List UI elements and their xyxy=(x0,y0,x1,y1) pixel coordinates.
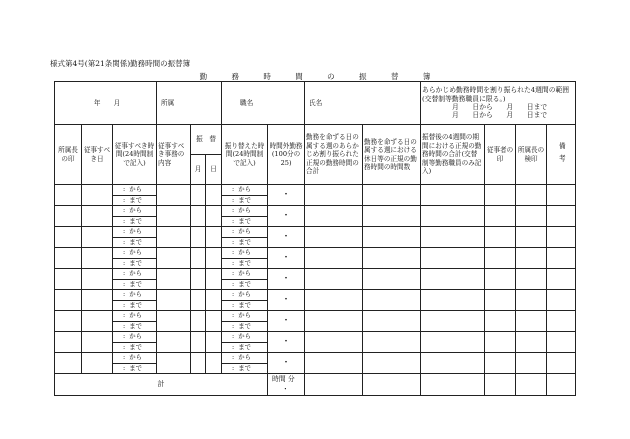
entry-work-time-from[interactable]: : から xyxy=(113,185,157,196)
entry-supervisor-seal[interactable] xyxy=(55,353,82,374)
entry-transfer-month[interactable] xyxy=(191,227,206,248)
entry-work-time-from[interactable]: : から xyxy=(113,206,157,217)
entry-supervisor-seal[interactable] xyxy=(55,206,82,227)
overtime-dot: ・ xyxy=(281,210,291,221)
entry-remarks[interactable] xyxy=(547,206,576,227)
entry-remarks[interactable] xyxy=(547,185,576,206)
entry-transfer-month[interactable] xyxy=(191,290,206,311)
total-cell-12[interactable] xyxy=(485,374,516,396)
overtime-dot: ・ xyxy=(281,273,291,284)
entry-weekly-scheduled-hours[interactable] xyxy=(305,269,363,290)
entry-supervisor-check[interactable] xyxy=(516,290,547,311)
four-week-range-label: あらかじめ勤務時間を割り振られた4週間の範囲(交替制等勤務職員に限る。) xyxy=(422,86,570,103)
entry-worker-seal[interactable] xyxy=(485,290,516,311)
overtime-dot: ・ xyxy=(281,357,291,368)
col-supervisor-seal: 所属長の印 xyxy=(55,125,82,185)
total-overtime-cell[interactable] xyxy=(268,374,305,396)
entry-transferred-time-from[interactable]: : から xyxy=(222,269,268,280)
entry-work-time-to[interactable]: : まで xyxy=(113,258,157,269)
entry-work-time-to[interactable]: : まで xyxy=(113,279,157,290)
entry-overtime[interactable] xyxy=(268,353,305,374)
entry-overtime[interactable] xyxy=(268,269,305,290)
entry-work-time-from[interactable]: : から xyxy=(113,248,157,259)
entry-transfer-day[interactable] xyxy=(206,332,222,353)
entry-worker-seal[interactable] xyxy=(485,206,516,227)
entry-transferred-time-from[interactable]: : から xyxy=(222,227,268,238)
entry-four-week-total[interactable] xyxy=(421,332,485,353)
entry-remarks[interactable] xyxy=(547,332,576,353)
entry-work-time-to[interactable]: : まで xyxy=(113,363,157,374)
col-work-time: 従事すべき時間(24時間制で記入) xyxy=(113,125,157,185)
entry-remarks[interactable] xyxy=(547,290,576,311)
entry-work-content[interactable] xyxy=(157,311,191,332)
entry-work-time-to[interactable]: : まで xyxy=(113,342,157,353)
col-transfer: 振 替 xyxy=(191,125,222,155)
entry-transferred-time-to[interactable]: : まで xyxy=(222,258,268,269)
range-line-2: 月 日から 月 日まで xyxy=(452,111,548,120)
entry-transferred-time-to[interactable]: : まで xyxy=(222,237,268,248)
entry-transfer-month[interactable] xyxy=(191,185,206,206)
entry-transfer-month[interactable] xyxy=(191,206,206,227)
entry-work-day[interactable] xyxy=(82,353,113,374)
entry-work-day[interactable] xyxy=(82,185,113,206)
affiliation-label: 所属 xyxy=(161,98,175,107)
entry-work-time-from[interactable]: : から xyxy=(113,290,157,301)
entry-weekly-scheduled-hours[interactable] xyxy=(305,290,363,311)
entry-work-content[interactable] xyxy=(157,248,191,269)
total-cell-10[interactable] xyxy=(363,374,421,396)
position-label: 職名 xyxy=(240,98,254,107)
entry-work-content[interactable] xyxy=(157,353,191,374)
entry-row xyxy=(55,269,576,280)
entry-transfer-day[interactable] xyxy=(206,311,222,332)
entry-transfer-month[interactable] xyxy=(191,248,206,269)
entry-row xyxy=(55,290,576,301)
entry-weekly-holiday-hours[interactable] xyxy=(363,332,421,353)
entry-four-week-total[interactable] xyxy=(421,206,485,227)
total-label: 計 xyxy=(55,374,268,396)
overtime-dot: ・ xyxy=(281,294,291,305)
entry-transferred-time-to[interactable]: : まで xyxy=(222,342,268,353)
col-supervisor-check: 所属長の検印 xyxy=(516,125,547,185)
entry-supervisor-check[interactable] xyxy=(516,227,547,248)
entry-transfer-day[interactable] xyxy=(206,269,222,290)
entry-weekly-holiday-hours[interactable] xyxy=(363,248,421,269)
entry-transferred-time-to[interactable]: : まで xyxy=(222,279,268,290)
entry-overtime[interactable] xyxy=(268,206,305,227)
entry-row xyxy=(55,227,576,238)
entry-overtime[interactable] xyxy=(268,332,305,353)
entry-overtime[interactable] xyxy=(268,227,305,248)
entry-overtime[interactable] xyxy=(268,185,305,206)
entry-supervisor-check[interactable] xyxy=(516,353,547,374)
entry-weekly-scheduled-hours[interactable] xyxy=(305,332,363,353)
entry-supervisor-seal[interactable] xyxy=(55,269,82,290)
entry-transfer-day[interactable] xyxy=(206,185,222,206)
name-cell[interactable] xyxy=(305,82,421,125)
entry-work-day[interactable] xyxy=(82,248,113,269)
col-transferred-time: 振り替えた時間(24時間制で記入) xyxy=(222,125,268,185)
entry-supervisor-check[interactable] xyxy=(516,185,547,206)
year-month-cell[interactable] xyxy=(55,82,157,125)
entry-work-day[interactable] xyxy=(82,269,113,290)
entry-remarks[interactable] xyxy=(547,269,576,290)
entry-transferred-time-from[interactable]: : から xyxy=(222,353,268,364)
entry-four-week-total[interactable] xyxy=(421,227,485,248)
overtime-dot: ・ xyxy=(281,252,291,263)
entry-supervisor-check[interactable] xyxy=(516,206,547,227)
entry-transferred-time-from[interactable]: : から xyxy=(222,311,268,322)
entry-worker-seal[interactable] xyxy=(485,248,516,269)
total-cell-9[interactable] xyxy=(305,374,363,396)
range-line-1: 月 日から 月 日まで xyxy=(452,103,548,111)
total-cell-11[interactable] xyxy=(421,374,485,396)
col-worker-seal: 従事者の印 xyxy=(485,125,516,185)
entry-transfer-month[interactable] xyxy=(191,311,206,332)
entry-row xyxy=(55,311,576,322)
remarks-label: 備考 xyxy=(557,141,566,168)
entry-work-day[interactable] xyxy=(82,290,113,311)
total-row xyxy=(55,374,576,396)
entry-transferred-time-from[interactable]: : から xyxy=(222,248,268,259)
entry-work-day[interactable] xyxy=(82,227,113,248)
entry-transferred-time-to[interactable]: : まで xyxy=(222,363,268,374)
entry-work-time-from[interactable]: : から xyxy=(113,311,157,322)
entry-work-content[interactable] xyxy=(157,290,191,311)
entry-transferred-time-from[interactable]: : から xyxy=(222,290,268,301)
entry-row xyxy=(55,206,576,217)
overtime-dot: ・ xyxy=(281,336,291,347)
overtime-transfer-table xyxy=(54,81,576,396)
form-code: 様式第4号(第21条関係)勤務時間の振替簿 xyxy=(50,59,191,68)
entry-transfer-month[interactable] xyxy=(191,353,206,374)
entry-four-week-total[interactable] xyxy=(421,353,485,374)
entry-transferred-time-to[interactable]: : まで xyxy=(222,321,268,332)
overtime-dot: ・ xyxy=(281,231,291,242)
column-header-row-1 xyxy=(55,125,576,155)
entry-supervisor-seal[interactable] xyxy=(55,248,82,269)
entry-row xyxy=(55,185,576,196)
entry-overtime[interactable] xyxy=(268,290,305,311)
entry-supervisor-seal[interactable] xyxy=(55,185,82,206)
entry-supervisor-seal[interactable] xyxy=(55,332,82,353)
entry-four-week-total[interactable] xyxy=(421,185,485,206)
col-transfer-day: 日 xyxy=(206,155,222,185)
entry-transfer-day[interactable] xyxy=(206,206,222,227)
entry-four-week-total[interactable] xyxy=(421,311,485,332)
col-overtime: 時間外勤務(100分の25) xyxy=(268,125,305,185)
entry-four-week-total[interactable] xyxy=(421,290,485,311)
col-weekly-holiday-hours: 勤務を命ずる日の属する週における休日等の正規の勤務時間の時間数 xyxy=(363,125,421,185)
entry-weekly-scheduled-hours[interactable] xyxy=(305,206,363,227)
total-hours-unit: 時間 xyxy=(272,374,286,383)
entry-remarks[interactable] xyxy=(547,311,576,332)
entry-weekly-holiday-hours[interactable] xyxy=(363,290,421,311)
col-work-content: 従事すべき事務の内容 xyxy=(157,125,191,185)
affiliation-cell[interactable] xyxy=(157,82,222,125)
entry-work-time-from[interactable]: : から xyxy=(113,353,157,364)
entry-weekly-holiday-hours[interactable] xyxy=(363,206,421,227)
entry-weekly-scheduled-hours[interactable] xyxy=(305,248,363,269)
entry-worker-seal[interactable] xyxy=(485,269,516,290)
entry-work-time-to[interactable]: : まで xyxy=(113,300,157,311)
entry-work-day[interactable] xyxy=(82,311,113,332)
entry-work-time-to[interactable]: : まで xyxy=(113,321,157,332)
entry-work-time-to[interactable]: : まで xyxy=(113,216,157,227)
entry-supervisor-seal[interactable] xyxy=(55,290,82,311)
entry-supervisor-check[interactable] xyxy=(516,269,547,290)
entry-worker-seal[interactable] xyxy=(485,332,516,353)
entry-weekly-holiday-hours[interactable] xyxy=(363,227,421,248)
entry-remarks[interactable] xyxy=(547,353,576,374)
name-label: 氏名 xyxy=(309,98,323,107)
entry-transferred-time-from[interactable]: : から xyxy=(222,185,268,196)
col-remarks xyxy=(547,125,576,185)
entry-work-time-to[interactable]: : まで xyxy=(113,237,157,248)
entry-worker-seal[interactable] xyxy=(485,353,516,374)
entry-worker-seal[interactable] xyxy=(485,185,516,206)
total-minutes-unit: 分 xyxy=(287,374,295,383)
entry-weekly-scheduled-hours[interactable] xyxy=(305,353,363,374)
entry-supervisor-check[interactable] xyxy=(516,248,547,269)
entry-weekly-scheduled-hours[interactable] xyxy=(305,227,363,248)
entry-supervisor-check[interactable] xyxy=(516,332,547,353)
entry-supervisor-seal[interactable] xyxy=(55,227,82,248)
entry-weekly-holiday-hours[interactable] xyxy=(363,185,421,206)
entry-weekly-scheduled-hours[interactable] xyxy=(305,311,363,332)
entry-work-time-from[interactable]: : から xyxy=(113,269,157,280)
entry-transferred-time-to[interactable]: : まで xyxy=(222,195,268,206)
entry-transfer-day[interactable] xyxy=(206,248,222,269)
col-work-day: 従事すべき日 xyxy=(82,125,113,185)
four-week-range-cell[interactable] xyxy=(421,82,576,125)
entry-four-week-total[interactable] xyxy=(421,269,485,290)
overtime-dot: ・ xyxy=(281,315,291,326)
entry-work-day[interactable] xyxy=(82,206,113,227)
entry-transfer-day[interactable] xyxy=(206,290,222,311)
entry-worker-seal[interactable] xyxy=(485,311,516,332)
entry-supervisor-check[interactable] xyxy=(516,311,547,332)
header-row xyxy=(55,82,576,125)
entry-weekly-holiday-hours[interactable] xyxy=(363,353,421,374)
entry-overtime[interactable] xyxy=(268,248,305,269)
entry-work-time-from[interactable]: : から xyxy=(113,227,157,238)
position-cell[interactable] xyxy=(222,82,305,125)
entry-work-time-to[interactable]: : まで xyxy=(113,195,157,206)
entry-row xyxy=(55,248,576,259)
entry-weekly-holiday-hours[interactable] xyxy=(363,311,421,332)
total-cell-14[interactable] xyxy=(547,374,576,396)
entry-worker-seal[interactable] xyxy=(485,227,516,248)
entry-row xyxy=(55,332,576,343)
entry-transfer-month[interactable] xyxy=(191,269,206,290)
col-transfer-month: 月 xyxy=(191,155,206,185)
entry-transfer-day[interactable] xyxy=(206,227,222,248)
entry-remarks[interactable] xyxy=(547,248,576,269)
col-weekly-scheduled-hours: 勤務を命ずる日の属する週のあらかじめ割り振られた正規の勤務時間の合計 xyxy=(305,125,363,185)
entry-transferred-time-to[interactable]: : まで xyxy=(222,300,268,311)
entry-work-time-from[interactable]: : から xyxy=(113,332,157,343)
entry-overtime[interactable] xyxy=(268,311,305,332)
total-cell-13[interactable] xyxy=(516,374,547,396)
entry-transferred-time-from[interactable]: : から xyxy=(222,206,268,217)
entry-weekly-scheduled-hours[interactable] xyxy=(305,185,363,206)
col-four-week-total: 振替後の4週間の期間における正規の勤務時間の合計(交替制等勤務職員のみ記入) xyxy=(421,125,485,185)
entry-rows xyxy=(55,185,576,374)
entry-supervisor-seal[interactable] xyxy=(55,311,82,332)
entry-work-content[interactable] xyxy=(157,332,191,353)
entry-work-day[interactable] xyxy=(82,332,113,353)
entry-remarks[interactable] xyxy=(547,227,576,248)
form-title: 勤 務 時 間 の 振 替 簿 xyxy=(199,72,431,81)
entry-work-content[interactable] xyxy=(157,185,191,206)
entry-weekly-holiday-hours[interactable] xyxy=(363,269,421,290)
entry-work-content[interactable] xyxy=(157,227,191,248)
entry-work-content[interactable] xyxy=(157,269,191,290)
entry-transferred-time-from[interactable]: : から xyxy=(222,332,268,343)
entry-transferred-time-to[interactable]: : まで xyxy=(222,216,268,227)
total-dot: ・ xyxy=(282,384,289,393)
entry-row xyxy=(55,353,576,364)
entry-transfer-month[interactable] xyxy=(191,332,206,353)
year-month-label: 年 月 xyxy=(93,98,121,107)
entry-transfer-day[interactable] xyxy=(206,353,222,374)
entry-work-content[interactable] xyxy=(157,206,191,227)
entry-four-week-total[interactable] xyxy=(421,248,485,269)
overtime-dot: ・ xyxy=(281,189,291,200)
